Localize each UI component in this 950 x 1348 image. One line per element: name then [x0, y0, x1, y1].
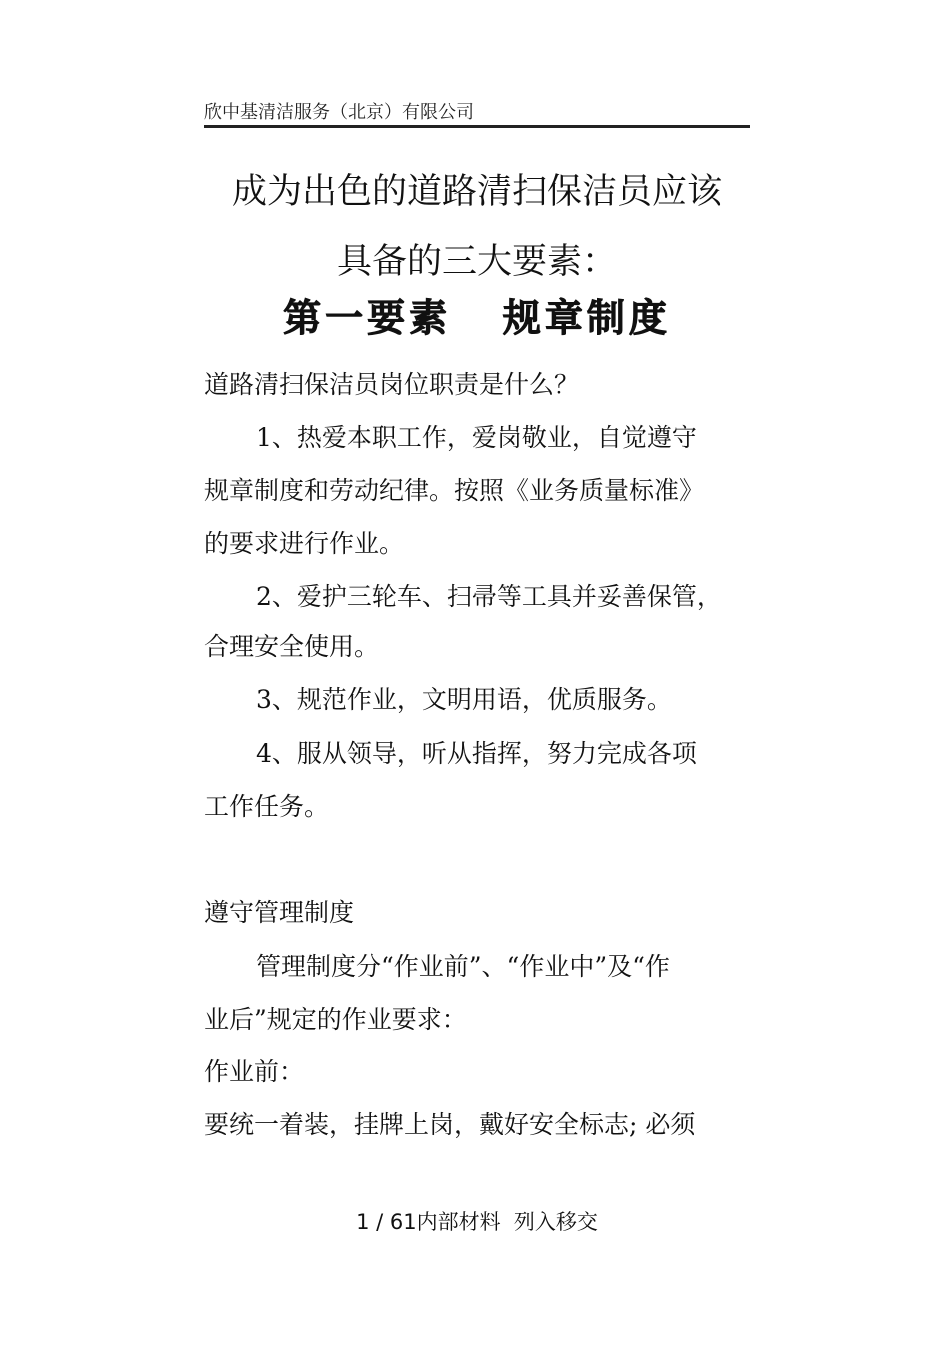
item-1-line-2: 规章制度和劳动纪律。按照《业务质量标准》 [204, 476, 705, 505]
before-work-line-1: 要统一着装，挂牌上岗，戴好安全标志; 必须 [204, 1110, 696, 1139]
item-2-line-1: 2、爱护三轮车、扫帚等工具并妥善保管， [256, 582, 722, 611]
item-4-line-2: 工作任务。 [204, 792, 330, 821]
item-1-line-1: 1、热爱本职工作，爱岗敬业，自觉遵守 [256, 423, 697, 452]
item-2-line-2: 合理安全使用。 [204, 632, 380, 661]
item-3-line-1: 3、规范作业，文明用语，优质服务。 [256, 685, 672, 714]
question-line: 道路清扫保洁员岗位职责是什么？ [204, 370, 580, 399]
rules-line-1: 管理制度分“作业前”、“作业中”及“作 [256, 952, 670, 981]
rules-line-2: 业后”规定的作业要求： [204, 1005, 467, 1034]
item-1-line-3: 的要求进行作业。 [204, 529, 405, 558]
rules-heading: 遵守管理制度 [204, 898, 355, 927]
document-title-line-2: 具备的三大要素： [336, 242, 617, 282]
section-heading: 第一要素 规章制度 [283, 296, 671, 340]
before-work-heading: 作业前： [204, 1057, 305, 1086]
header-divider [204, 125, 750, 128]
item-4-line-1: 4、服从领导，听从指挥，努力完成各项 [256, 739, 697, 768]
header-company-name: 欣中基清洁服务（北京）有限公司 [204, 102, 474, 123]
page-footer: 1 / 61内部材料 列入移交 [356, 1210, 598, 1234]
document-title-line-1: 成为出色的道路清扫保洁员应该 [231, 172, 722, 212]
